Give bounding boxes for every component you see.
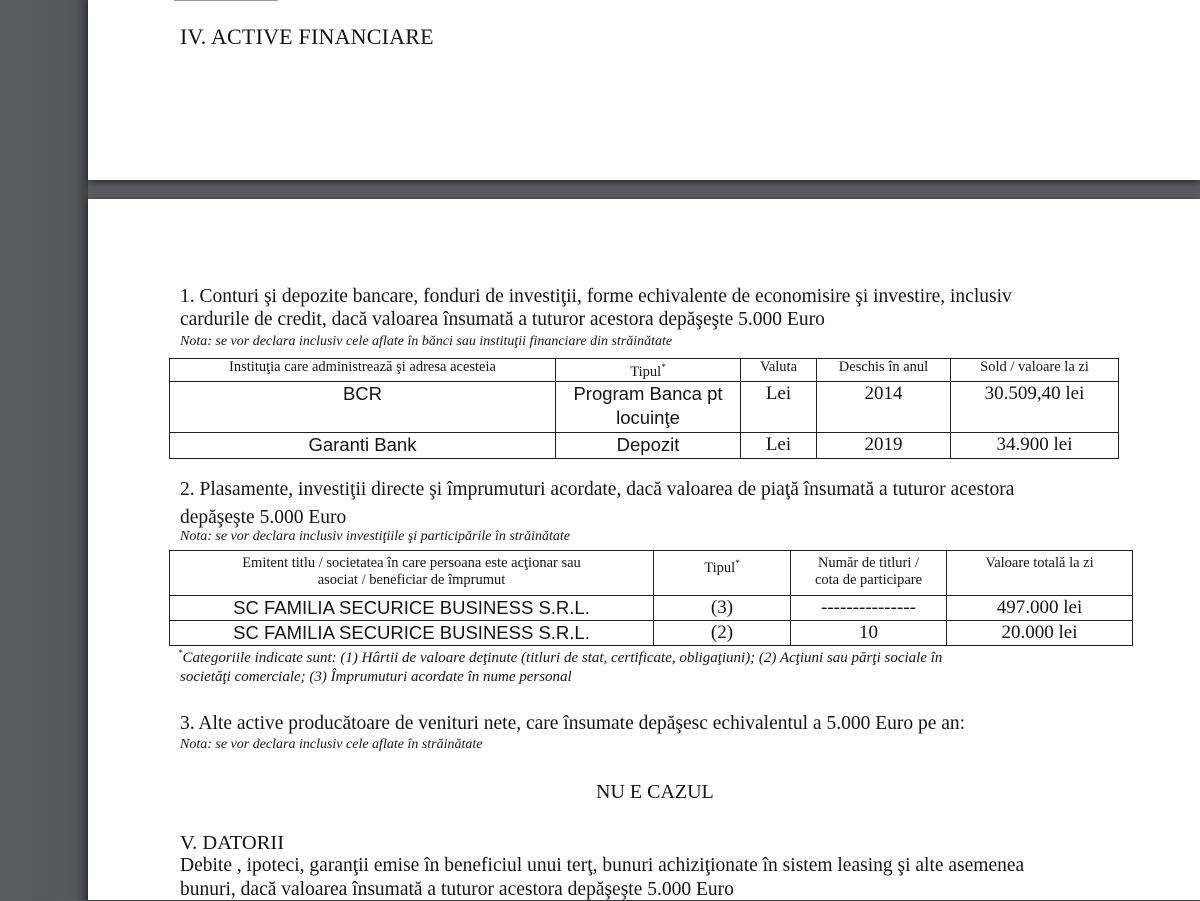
cell-value: 20.000 lei: [947, 621, 1133, 646]
footnote-mark: *: [178, 648, 183, 658]
part3-note: Nota: se vor declara inclusiv cele aflate în străinătate: [180, 737, 483, 752]
col-opened-year: Deschis în anul: [817, 359, 951, 382]
bank-accounts-table: [169, 358, 1119, 459]
cell-institution: BCR: [170, 381, 556, 432]
table-row: [170, 432, 1119, 458]
col-issuer-line1: Emitent titlu / societatea în care persoana este acţionar sau: [242, 555, 581, 571]
cell-year: 2019: [817, 432, 951, 458]
cell-type-line2: locuinţe: [616, 406, 680, 428]
cell-value: 497.000 lei: [947, 596, 1133, 621]
col-institution: Instituţia care administrează şi adresa acesteia: [170, 359, 556, 382]
cell-issuer: SC FAMILIA SECURICE BUSINESS S.R.L.: [170, 621, 654, 646]
col-type-footnote-mark: *: [735, 558, 740, 568]
col-value: Valoare totală la zi: [947, 551, 1133, 596]
part1-heading-line2: cardurile de credit, dacă valoarea însumată a tuturor acestora depăşeşte 5.000 Euro: [180, 309, 825, 330]
col-type-footnote-mark: *: [661, 362, 666, 372]
part1-note: Nota: se vor declara inclusiv cele aflate în bănci sau instituţii financiare din străinătate: [180, 334, 673, 349]
cell-type: [556, 381, 741, 432]
cell-balance: 34.900 lei: [951, 432, 1119, 458]
col-shares-line2: cota de participare: [814, 572, 923, 588]
section-v-text-line1: Debite , ipoteci, garanţii emise în beneficiul unui terţ, bunuri achiziţionate în sistem leasing şi alte asemenea: [180, 855, 1025, 876]
document-page-top: [88, 0, 1200, 180]
cell-type: Depozit: [556, 432, 741, 458]
part2-heading-line1: 2. Plasamente, investiţii directe şi împrumuturi acordate, dacă valoarea de piaţă însumată a tuturor acestora: [180, 479, 1015, 500]
table-row: [170, 621, 1133, 646]
cell-institution: Garanti Bank: [170, 432, 556, 458]
part2-heading-line2: depăşeşte 5.000 Euro: [180, 507, 347, 528]
cell-shares: 10: [791, 621, 947, 646]
part2-footnote-line1: [178, 648, 942, 667]
part2-note: Nota: se vor declara inclusiv investiţiile şi participările în străinătate: [180, 529, 571, 544]
cell-type-line1: Program Banca pt: [573, 382, 723, 404]
col-currency: Valuta: [741, 359, 817, 382]
part3-answer: NU E CAZUL: [596, 781, 714, 803]
cell-issuer: SC FAMILIA SECURICE BUSINESS S.R.L.: [170, 596, 654, 621]
col-type: [654, 551, 791, 596]
footnote-line1-text: Categoriile indicate sunt: (1) Hârtii de valoare deţinute (titluri de stat, certificate, obligaţiuni); (2) Acţiuni sau părţi sociale în: [182, 650, 943, 666]
col-type: [556, 359, 741, 382]
part3-heading: 3. Alte active producătoare de venituri nete, care însumate depăşesc echivalentul a 5.000 Euro pe an:: [180, 713, 966, 734]
section-v-title: V. DATORII: [180, 832, 285, 854]
investments-table: [169, 550, 1133, 646]
col-shares-line1: Număr de titluri /: [817, 555, 920, 571]
part1-heading-line1: 1. Conturi şi depozite bancare, fonduri de investiţii, forme echivalente de economisire şi investire, inclusiv: [180, 286, 1012, 307]
col-balance: Sold / valoare la zi: [951, 359, 1119, 382]
cell-type: (2): [654, 621, 791, 646]
part2-footnote-line2: societăţi comerciale; (3) Împrumuturi acordate în nume personal: [180, 669, 572, 685]
viewer-background-left: [0, 0, 88, 900]
cell-type: (3): [654, 596, 791, 621]
col-type-label: Tipul: [630, 363, 662, 380]
cell-currency: Lei: [741, 432, 817, 458]
table-header-row: [170, 551, 1133, 596]
page-top-rule: [174, 0, 278, 1]
cell-balance: 30.509,40 lei: [951, 381, 1119, 432]
table-row: [170, 596, 1133, 621]
cell-currency: Lei: [741, 381, 817, 432]
cell-year: 2014: [817, 381, 951, 432]
document-page-main: [88, 199, 1200, 900]
col-issuer-line2: asociat / beneficiar de împrumut: [317, 572, 506, 588]
col-issuer: [170, 551, 654, 596]
col-type-label: Tipul: [704, 559, 736, 576]
section-v-text-line2: bunuri, dacă valoarea însumată a tuturor acestora depăşeşte 5.000 Euro: [180, 879, 734, 900]
table-header-row: [170, 359, 1119, 382]
table-row: [170, 381, 1119, 432]
cell-shares: ---------------: [791, 596, 947, 621]
col-shares: [791, 551, 947, 596]
section-iv-title: IV. ACTIVE FINANCIARE: [180, 24, 434, 49]
